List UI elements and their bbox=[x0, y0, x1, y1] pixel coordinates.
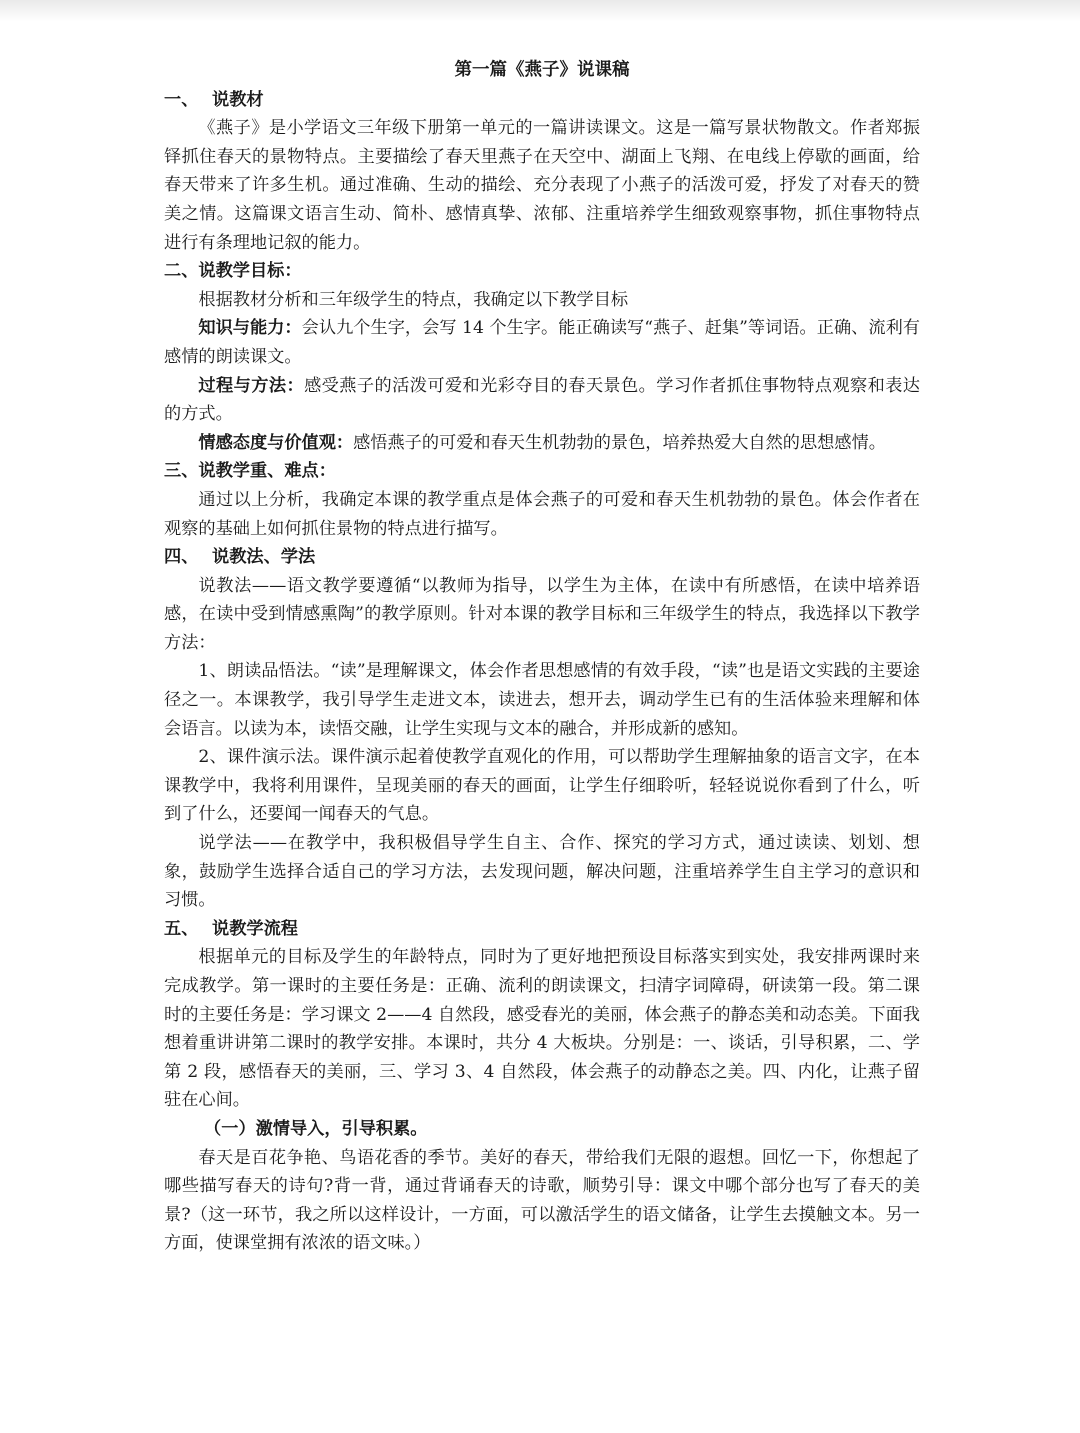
paragraph: 2、课件演示法。课件演示起着使教学直观化的作用，可以帮助学生理解抽象的语言文字，在本课教学中，我将利用课件，呈现美丽的春天的画面，让学生仔细聆听，轻轻说说你看到了什么，听到了什么，还要闻一闻春天的气息。 bbox=[164, 747, 920, 825]
section-title: 说教法、学法 bbox=[212, 547, 316, 568]
paragraph: 根据单元的目标及学生的年龄特点，同时为了更好地把预设目标落实到实处，我安排两课时来完成教学。第一课时的主要任务是：正确、流利的朗读课文，扫清字词障碍，研读第一段。第二课时的主要任务是：学习课文 2——4 自然段，感受春光的美丽，体会燕子的静态美和动态美。下面我想着重讲讲第二课时的教学安排。本课时，共分 4 大板块。分别是：一、谈话，引导积累，二、学第 2 段，感悟春天的美丽，三、学习 3、4 自然段，体会燕子的动静态之美。四、内化，让燕子留驻在心间。 bbox=[164, 947, 920, 1111]
page-edge-shade bbox=[0, 0, 1080, 22]
paragraph: 说教法——语文教学要遵循“以教师为指导，以学生为主体，在读中有所感悟，在读中培养语感，在读中受到情感熏陶”的教学原则。针对本课的教学目标和三年级学生的特点，我选择以下教学方法： bbox=[164, 575, 920, 653]
goal-label: 知识与能力： bbox=[198, 318, 302, 339]
paragraph: 通过以上分析，我确定本课的教学重点是体会燕子的可爱和春天生机勃勃的景色。体会作者在观察的基础上如何抓住景物的特点进行描写。 bbox=[164, 489, 920, 539]
section-number: 四、 bbox=[164, 547, 199, 568]
paragraph: 春天是百花争艳、鸟语花香的季节。美好的春天，带给我们无限的遐想。回忆一下，你想起了哪些描写春天的诗句?背一背，通过背诵春天的诗歌，顺势引导：课文中哪个部分也写了春天的美景?（这一环节，我之所以这样设计，一方面，可以激活学生的语文储备，让学生去摸触文本。另一方面，使课堂拥有浓浓的语文味。） bbox=[164, 1147, 920, 1254]
section-number: 三、 bbox=[164, 461, 199, 482]
paragraph: 《燕子》是小学语文三年级下册第一单元的一篇讲读课文。这是一篇写景状物散文。作者郑振铎抓住春天的景物特点。主要描绘了春天里燕子在天空中、湖面上飞翔、在电线上停歇的画面，给春天带来了许多生机。通过准确、生动的描绘、充分表现了小燕子的活泼可爱，抒发了对春天的赞美之情。这篇课文语言生动、简朴、感情真挚、浓郁、注重培养学生细致观察事物，抓住事物特点进行有条理地记叙的能力。 bbox=[164, 118, 920, 253]
section-number: 一、 bbox=[164, 89, 199, 110]
goal-text: 感悟燕子的可爱和春天生机勃勃的景色，培养热爱大自然的思想感情。 bbox=[353, 432, 886, 453]
document-page bbox=[164, 56, 920, 1258]
section-number: 五、 bbox=[164, 918, 199, 939]
paragraph: 根据教材分析和三年级学生的特点，我确定以下教学目标 bbox=[198, 289, 629, 310]
section-title: 说教学目标： bbox=[198, 261, 302, 282]
goal-label: 情感态度与价值观： bbox=[198, 432, 354, 453]
section-heading-5 bbox=[164, 915, 920, 944]
goal-label: 过程与方法： bbox=[198, 375, 305, 396]
subsection-heading: （一）激情导入，引导积累。 bbox=[204, 1118, 428, 1139]
section-heading-2 bbox=[164, 257, 920, 286]
section-title: 说教学流程 bbox=[212, 918, 298, 939]
document-title: 第一篇《燕子》说课稿 bbox=[454, 60, 630, 80]
goal-paragraph-knowledge bbox=[164, 314, 920, 371]
goal-paragraph-emotion bbox=[164, 429, 920, 458]
section-heading-3 bbox=[164, 457, 920, 486]
section-title: 说教学重、难点： bbox=[198, 461, 336, 482]
goal-text: 会认九个生字，会写 14 个生字。能正确读写“燕子、赶集”等词语。正确、流利有感情的朗读课文。 bbox=[164, 318, 920, 367]
goal-text: 感受燕子的活泼可爱和光彩夺目的春天景色。学习作者抓住事物特点观察和表达的方式。 bbox=[164, 375, 920, 425]
section-heading-1 bbox=[164, 86, 920, 115]
section-title: 说教材 bbox=[212, 89, 264, 110]
goal-paragraph-process bbox=[164, 372, 920, 429]
paragraph: 1、朗读品悟法。“读”是理解课文，体会作者思想感情的有效手段，“读”也是语文实践的主要途径之一。本课教学，我引导学生走进文本，读进去，想开去，调动学生已有的生活体验来理解和体会语言。以读为本，读悟交融，让学生实现与文本的融合，并形成新的感知。 bbox=[164, 661, 920, 739]
section-heading-4 bbox=[164, 543, 920, 572]
section-number: 二、 bbox=[164, 261, 199, 282]
paragraph: 说学法——在教学中，我积极倡导学生自主、合作、探究的学习方式，通过读读、划划、想象，鼓励学生选择合适自己的学习方法，去发现问题，解决问题，注重培养学生自主学习的意识和习惯。 bbox=[164, 833, 920, 911]
